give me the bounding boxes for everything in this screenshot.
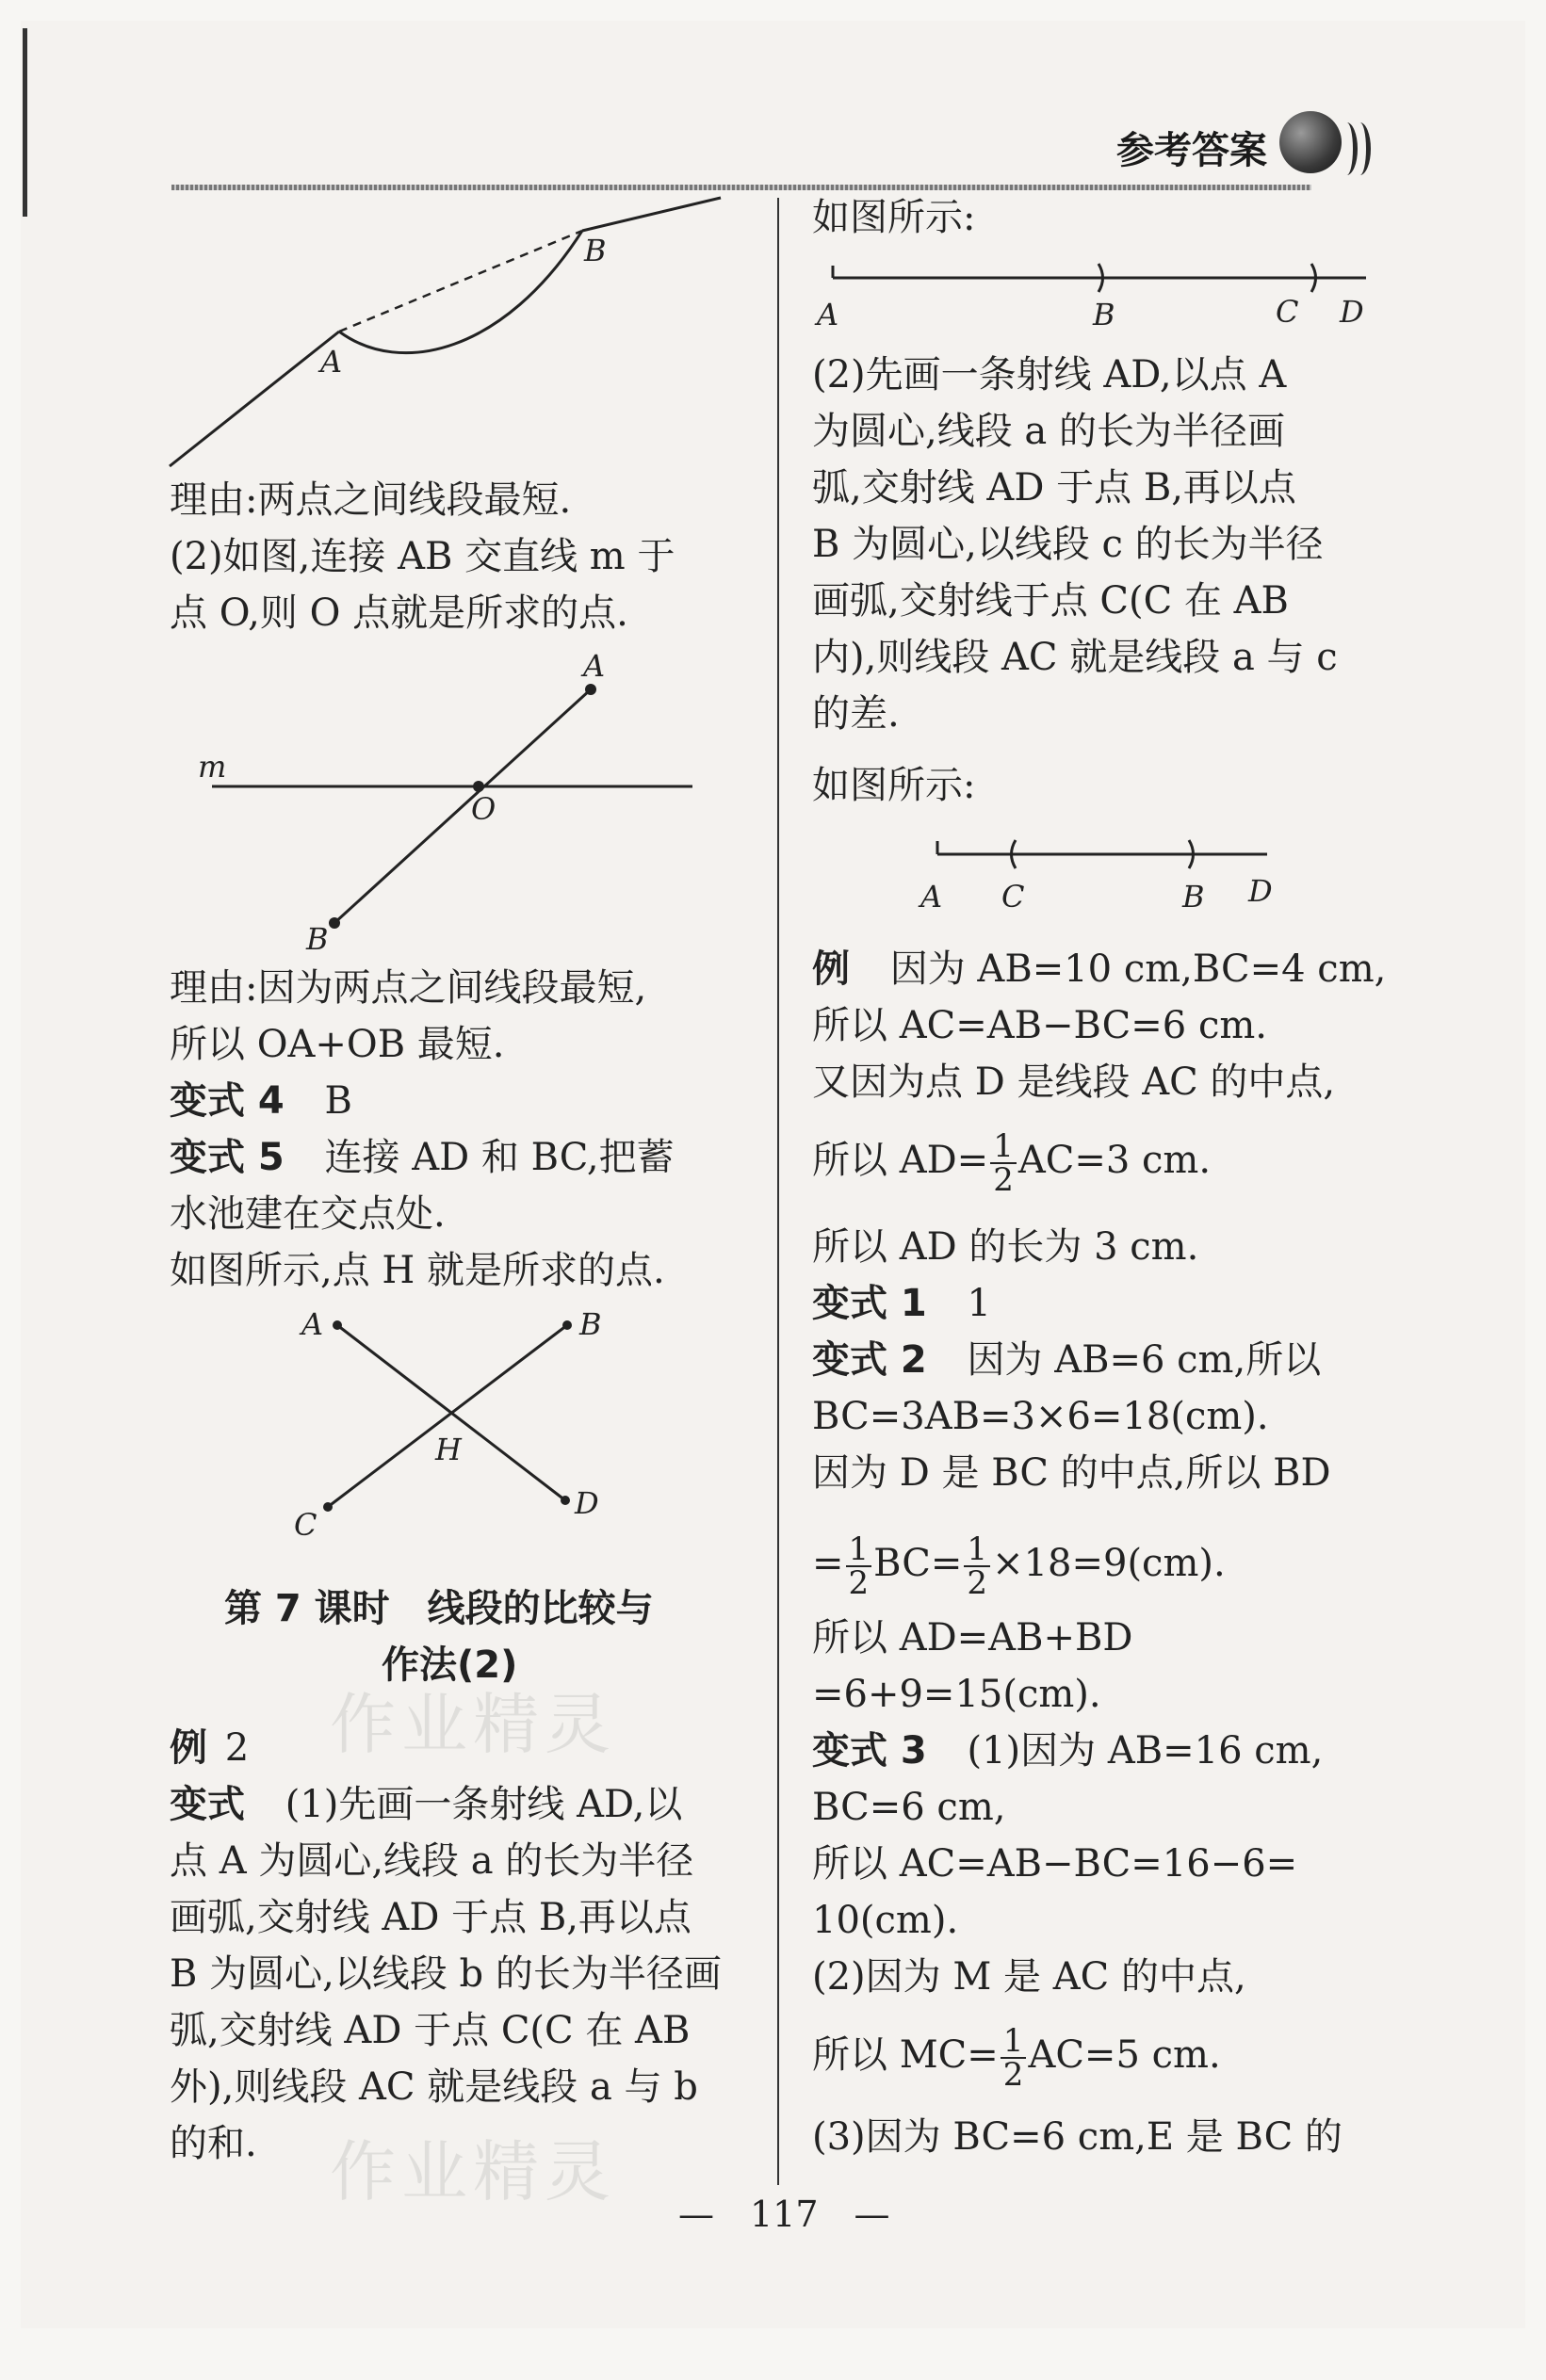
fig4-label-b: B bbox=[1093, 297, 1115, 332]
figure-caption-1: 如图所示: bbox=[812, 196, 976, 239]
variant-3-line6 bbox=[812, 2022, 1221, 2094]
fig3-label-h: H bbox=[435, 1432, 462, 1467]
variant-2-line1 bbox=[812, 1336, 1321, 1384]
fig1-label-b: B bbox=[584, 233, 607, 268]
variant-2-line4 bbox=[812, 1530, 1226, 1602]
variant-line5: 弧,交射线 AD 于点 C(C 在 AB bbox=[170, 2009, 691, 2052]
fraction-numerator: 1 bbox=[964, 1533, 990, 1567]
fraction-half bbox=[990, 1127, 1017, 1199]
example-2 bbox=[170, 1724, 249, 1773]
variant-5-line1 bbox=[170, 1133, 675, 1182]
variant-text: (1)先画一条射线 AD,以 bbox=[285, 1783, 683, 1826]
variant-4-answer: B bbox=[324, 1079, 352, 1123]
figure-caption-2: 如图所示: bbox=[812, 764, 976, 807]
part2-right-line6: 内),则线段 AC 就是线段 a 与 c bbox=[812, 636, 1338, 679]
variant-2-line4-a: = bbox=[812, 1542, 844, 1585]
header-arc-decoration bbox=[1349, 122, 1371, 175]
variant-2-line2: BC=3AB=3×6=18(cm). bbox=[812, 1395, 1269, 1438]
fig3-label-d: D bbox=[575, 1485, 599, 1521]
fig4-label-a: A bbox=[817, 297, 839, 332]
variant-1-answer: 1 bbox=[967, 1282, 991, 1325]
fig5-label-b: B bbox=[1182, 879, 1205, 915]
variant-5-line3: 如图所示,点 H 就是所求的点. bbox=[170, 1249, 665, 1292]
fraction-denominator: 2 bbox=[993, 1161, 1014, 1199]
part2-right-line7: 的差. bbox=[812, 692, 900, 736]
fraction-half bbox=[964, 1530, 990, 1602]
fig1-label-a: A bbox=[320, 344, 343, 380]
header-ball-decoration bbox=[1279, 111, 1342, 173]
fraction-denominator: 2 bbox=[967, 1564, 988, 1602]
variant-label: 变式 bbox=[170, 1783, 245, 1826]
fig4-label-c: C bbox=[1276, 294, 1299, 330]
reason-2-line2: 所以 OA+OB 最短. bbox=[170, 1023, 505, 1066]
variant-3-line2: BC=6 cm, bbox=[812, 1786, 1006, 1829]
example-line5: 所以 AD 的长为 3 cm. bbox=[812, 1225, 1199, 1269]
fig3-label-a: A bbox=[301, 1306, 324, 1342]
variant-line7: 的和. bbox=[170, 2122, 257, 2165]
example-line2: 所以 AC=AB−BC=6 cm. bbox=[812, 1004, 1267, 1047]
fraction-numerator: 1 bbox=[1001, 2025, 1027, 2059]
figure-shortest-path bbox=[165, 193, 730, 476]
variant-1-label: 变式 1 bbox=[812, 1282, 927, 1325]
variant-3-line7: (3)因为 BC=6 cm,E 是 BC 的 bbox=[812, 2115, 1343, 2159]
fraction-numerator: 1 bbox=[990, 1130, 1017, 1164]
header-title: 参考答案 bbox=[1116, 129, 1267, 172]
fig2-label-a: A bbox=[583, 648, 606, 684]
part2-line1: (2)如图,连接 AB 交直线 m 于 bbox=[170, 535, 675, 578]
fraction-numerator: 1 bbox=[846, 1533, 872, 1567]
header-rule bbox=[171, 185, 1311, 190]
variant-3-label: 变式 3 bbox=[812, 1729, 927, 1773]
fig2-label-o: O bbox=[471, 791, 496, 827]
fraction-denominator: 2 bbox=[848, 1564, 870, 1602]
variant-4 bbox=[170, 1077, 352, 1125]
part2-right-line2: 为圆心,线段 a 的长为半径画 bbox=[812, 410, 1285, 453]
fig5-label-d: D bbox=[1248, 873, 1273, 909]
example-line3: 又因为点 D 是线段 AC 的中点, bbox=[812, 1060, 1336, 1104]
part2-line2: 点 O,则 O 点就是所求的点. bbox=[170, 591, 628, 635]
variant-line4: B 为圆心,以线段 b 的长为半径画 bbox=[170, 1952, 722, 1996]
variant-3-line1 bbox=[812, 1726, 1323, 1775]
example-line1 bbox=[812, 945, 1386, 994]
variant-5-label: 变式 5 bbox=[170, 1136, 285, 1179]
lesson-title-line2: 作法(2) bbox=[382, 1643, 518, 1687]
variant-3-text: (1)因为 AB=16 cm, bbox=[967, 1729, 1324, 1773]
fig2-label-b: B bbox=[306, 921, 329, 957]
example-right-label: 例 bbox=[812, 947, 850, 991]
variant-3-line3: 所以 AC=AB−BC=16−6= bbox=[812, 1842, 1298, 1886]
fraction-half bbox=[846, 1530, 872, 1602]
variant-2-line3: 因为 D 是 BC 的中点,所以 BD bbox=[812, 1451, 1331, 1495]
example-line4 bbox=[812, 1127, 1212, 1199]
fraction-half bbox=[1001, 2022, 1027, 2094]
fraction-denominator: 2 bbox=[1002, 2056, 1024, 2094]
variant-5-text: 连接 AD 和 BC,把蓄 bbox=[324, 1136, 675, 1179]
fig4-label-d: D bbox=[1340, 294, 1364, 330]
fig3-label-c: C bbox=[294, 1507, 317, 1543]
variant-4-label: 变式 4 bbox=[170, 1079, 285, 1123]
lesson-title-line1: 第 7 课时 线段的比较与 bbox=[224, 1587, 654, 1630]
part2-right-line3: 弧,交射线 AD 于点 B,再以点 bbox=[812, 466, 1296, 510]
variant-5-line2: 水池建在交点处. bbox=[170, 1192, 446, 1236]
fig2-label-m: m bbox=[198, 749, 227, 785]
figure-segment-sum bbox=[812, 254, 1377, 339]
variant-line2: 点 A 为圆心,线段 a 的长为半径 bbox=[170, 1839, 694, 1883]
fig3-label-b: B bbox=[579, 1306, 602, 1342]
variant-3-line6-pre: 所以 MC= bbox=[812, 2033, 999, 2077]
watermark: 作业精灵 bbox=[330, 2133, 616, 2210]
example-label: 例 bbox=[170, 1726, 207, 1770]
variant-2-line5: 所以 AD=AB+BD bbox=[812, 1616, 1133, 1660]
variant-2-line4-c: ×18=9(cm). bbox=[992, 1542, 1226, 1585]
figure-segment-diff bbox=[919, 834, 1314, 918]
page-number: — 117 — bbox=[678, 2194, 890, 2235]
variant-line1 bbox=[170, 1780, 682, 1829]
variant-3-line4: 10(cm). bbox=[812, 1899, 959, 1942]
variant-line3: 画弧,交射线 AD 于点 B,再以点 bbox=[170, 1896, 692, 1939]
example-line4-pre: 所以 AD= bbox=[812, 1139, 989, 1182]
variant-2-text: 因为 AB=6 cm,所以 bbox=[967, 1338, 1322, 1382]
part2-right-line1: (2)先画一条射线 AD,以点 A bbox=[812, 353, 1287, 397]
example-line4-post: AC=3 cm. bbox=[1017, 1139, 1212, 1182]
reason-1: 理由:两点之间线段最短. bbox=[170, 478, 572, 522]
column-divider bbox=[777, 198, 779, 2185]
variant-3-line6-post: AC=5 cm. bbox=[1028, 2033, 1221, 2077]
part2-right-line5: 画弧,交射线于点 C(C 在 AB bbox=[812, 579, 1289, 623]
variant-2-line6: =6+9=15(cm). bbox=[812, 1673, 1101, 1716]
part2-right-line4: B 为圆心,以线段 c 的长为半径 bbox=[812, 523, 1324, 566]
variant-line6: 外),则线段 AC 就是线段 a 与 b bbox=[170, 2065, 698, 2109]
variant-2-label: 变式 2 bbox=[812, 1338, 927, 1382]
figure-line-m bbox=[184, 650, 721, 961]
watermark: 作业精灵 bbox=[330, 1686, 616, 1763]
variant-1 bbox=[812, 1279, 991, 1328]
variant-3-line5: (2)因为 M 是 AC 的中点, bbox=[812, 1955, 1246, 1999]
fig5-label-c: C bbox=[1001, 879, 1025, 915]
example-right-text: 因为 AB=10 cm,BC=4 cm, bbox=[889, 947, 1387, 991]
reason-2-line1: 理由:因为两点之间线段最短, bbox=[170, 966, 647, 1010]
fig5-label-a: A bbox=[920, 879, 943, 915]
figure-intersection-h bbox=[292, 1304, 612, 1549]
binding-mark bbox=[23, 28, 27, 217]
variant-2-line4-b: BC= bbox=[873, 1542, 963, 1585]
example-answer: 2 bbox=[224, 1726, 250, 1770]
